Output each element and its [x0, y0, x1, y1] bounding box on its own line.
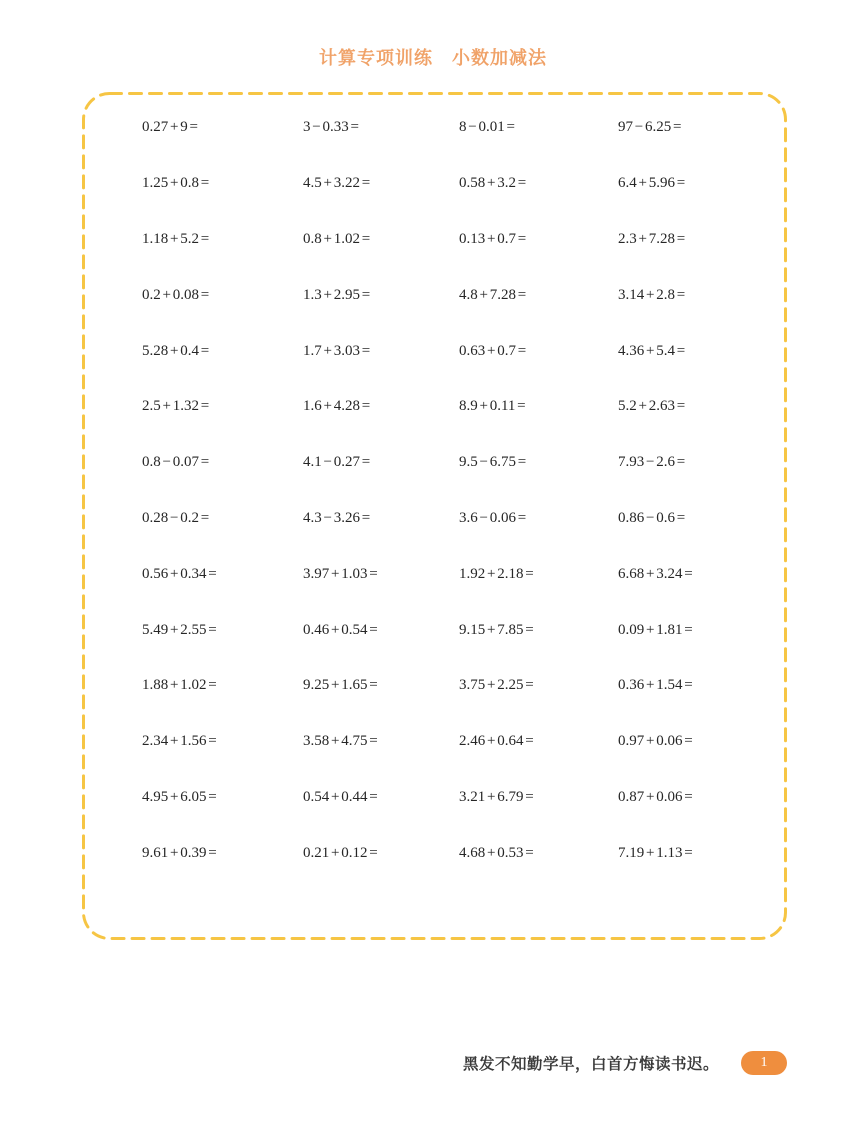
problem-expression: 0.46 + 0.54 = [303, 621, 378, 638]
problem-expression: 9.5 − 6.75 = [459, 454, 527, 471]
problem-expression: 0.09 + 1.81 = [618, 621, 693, 638]
problem-expression: 4.36 + 5.4 = [618, 342, 686, 359]
problem-expression: 0.87 + 0.06 = [618, 788, 693, 805]
problem-expression: 3.21 + 6.79 = [459, 788, 534, 805]
page-number-badge: 1 [741, 1051, 787, 1075]
page-title: 计算专项训练 小数加减法 [319, 48, 547, 68]
problem-expression: 9.15 + 7.85 = [459, 621, 534, 638]
problem-expression: 4.1 − 0.27 = [303, 454, 371, 471]
problem-expression: 0.97 + 0.06 = [618, 733, 693, 750]
problem-expression: 1.3 + 2.95 = [303, 286, 371, 303]
problem-expression: 4.3 − 3.26 = [303, 509, 371, 526]
problem-expression: 0.27 + 9 = [142, 119, 198, 136]
problem-expression: 3 − 0.33 = [303, 119, 359, 136]
problems-grid [82, 100, 787, 881]
problem-expression: 0.2 + 0.08 = [142, 286, 210, 303]
problem-expression: 6.4 + 5.96 = [618, 175, 686, 192]
problem-expression: 1.18 + 5.2 = [142, 230, 210, 247]
problem-expression: 1.92 + 2.18 = [459, 565, 534, 582]
problem-expression: 0.58 + 3.2 = [459, 175, 527, 192]
problem-expression: 2.5 + 1.32 = [142, 398, 210, 415]
problem-expression: 3.75 + 2.25 = [459, 677, 534, 694]
problem-expression: 0.21 + 0.12 = [303, 844, 378, 861]
problem-expression: 5.49 + 2.55 = [142, 621, 217, 638]
problem-expression: 0.8 − 0.07 = [142, 454, 210, 471]
problem-expression: 2.34 + 1.56 = [142, 733, 217, 750]
problem-expression: 3.97 + 1.03 = [303, 565, 378, 582]
problem-expression: 8.9 + 0.11 = [459, 398, 526, 415]
problem-expression: 1.88 + 1.02 = [142, 677, 217, 694]
problem-expression: 4.68 + 0.53 = [459, 844, 534, 861]
problem-expression: 0.54 + 0.44 = [303, 788, 378, 805]
problem-expression: 97 − 6.25 = [618, 119, 682, 136]
problem-expression: 1.7 + 3.03 = [303, 342, 371, 359]
problem-expression: 2.3 + 7.28 = [618, 230, 686, 247]
page-footer [0, 1051, 787, 1075]
problem-expression: 1.25 + 0.8 = [142, 175, 210, 192]
problem-expression: 0.8 + 1.02 = [303, 230, 371, 247]
problem-expression: 9.61 + 0.39 = [142, 844, 217, 861]
problem-expression: 1.6 + 4.28 = [303, 398, 371, 415]
problem-expression: 5.28 + 0.4 = [142, 342, 210, 359]
problem-expression: 3.58 + 4.75 = [303, 733, 378, 750]
problem-expression: 0.28 − 0.2 = [142, 509, 210, 526]
problem-expression: 0.63 + 0.7 = [459, 342, 527, 359]
problem-expression: 6.68 + 3.24 = [618, 565, 693, 582]
problem-expression: 0.86 − 0.6 = [618, 509, 686, 526]
problem-expression: 9.25 + 1.65 = [303, 677, 378, 694]
problem-expression: 3.14 + 2.8 = [618, 286, 686, 303]
problem-expression: 4.8 + 7.28 = [459, 286, 527, 303]
problem-expression: 3.6 − 0.06 = [459, 509, 527, 526]
footer-proverb: 黑发不知勤学早，白首方悔读书迟。 [462, 1056, 719, 1073]
problem-expression: 4.5 + 3.22 = [303, 175, 371, 192]
problem-expression: 0.13 + 0.7 = [459, 230, 527, 247]
problem-expression: 7.19 + 1.13 = [618, 844, 693, 861]
problem-expression: 5.2 + 2.63 = [618, 398, 686, 415]
problem-expression: 0.56 + 0.34 = [142, 565, 217, 582]
problem-expression: 0.36 + 1.54 = [618, 677, 693, 694]
problem-expression: 7.93 − 2.6 = [618, 454, 686, 471]
problems-panel [82, 92, 787, 940]
problem-expression: 4.95 + 6.05 = [142, 788, 217, 805]
problem-expression: 8 − 0.01 = [459, 119, 515, 136]
problem-expression: 2.46 + 0.64 = [459, 733, 534, 750]
